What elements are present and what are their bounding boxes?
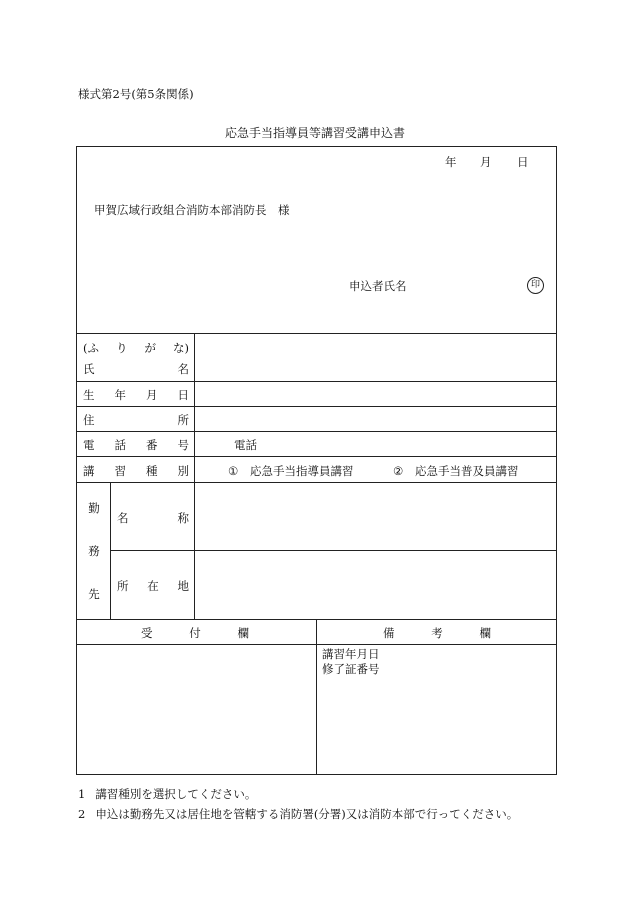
divider — [76, 431, 557, 432]
form-title: 応急手当指導員等講習受講申込書 — [224, 126, 405, 140]
date-day-label: 日 — [517, 155, 529, 169]
phone-label: 電 話 番 号 — [83, 438, 189, 452]
divider — [110, 482, 111, 619]
reception-column-heading: 受 付 欄 — [141, 626, 249, 640]
course-option-instructor[interactable] — [228, 463, 353, 479]
option-label-2: 応急手当普及員講習 — [414, 464, 519, 478]
birthdate-label: 生 年 月 日 — [83, 388, 189, 402]
phone-value-label: 電話 — [234, 438, 257, 452]
course-type-label: 講 習 種 別 — [83, 464, 189, 478]
course-option-promoter[interactable] — [393, 463, 518, 479]
remarks-course-date: 講習年月日 — [322, 647, 380, 661]
note-2: 2 申込は勤務先又は居住地を管轄する消防署(分署)又は消防本部で行ってください。 — [78, 807, 519, 821]
option-marker-1: ① — [228, 464, 239, 478]
remarks-certificate-number: 修了証番号 — [322, 662, 380, 676]
date-month-label: 月 — [480, 155, 492, 169]
divider — [110, 550, 557, 551]
divider — [76, 381, 557, 382]
applicant-name-label: 申込者氏名 — [349, 279, 407, 293]
remarks-column-heading: 備 考 欄 — [383, 626, 491, 640]
date-year-label: 年 — [445, 155, 457, 169]
furigana-label: (ふ り が な) — [83, 341, 189, 355]
name-label: 氏 名 — [83, 362, 189, 376]
divider — [76, 333, 557, 334]
addressee: 甲賀広域行政組合消防本部消防長 様 — [94, 203, 290, 217]
workplace-name-label: 名 称 — [117, 511, 189, 525]
option-label-1: 応急手当指導員講習 — [249, 464, 354, 478]
note-1: 1 講習種別を選択してください。 — [78, 787, 257, 801]
divider — [316, 619, 317, 775]
divider — [76, 482, 557, 483]
workplace-location-label: 所 在 地 — [117, 579, 189, 593]
option-marker-2: ② — [393, 464, 404, 478]
seal-mark: 印 — [527, 277, 544, 294]
divider — [76, 406, 557, 407]
divider — [76, 456, 557, 457]
divider — [194, 333, 195, 619]
workplace-label: 勤 務 先 — [88, 501, 100, 601]
form-number: 様式第2号(第5条関係) — [78, 87, 194, 101]
address-label: 住 所 — [83, 413, 189, 427]
